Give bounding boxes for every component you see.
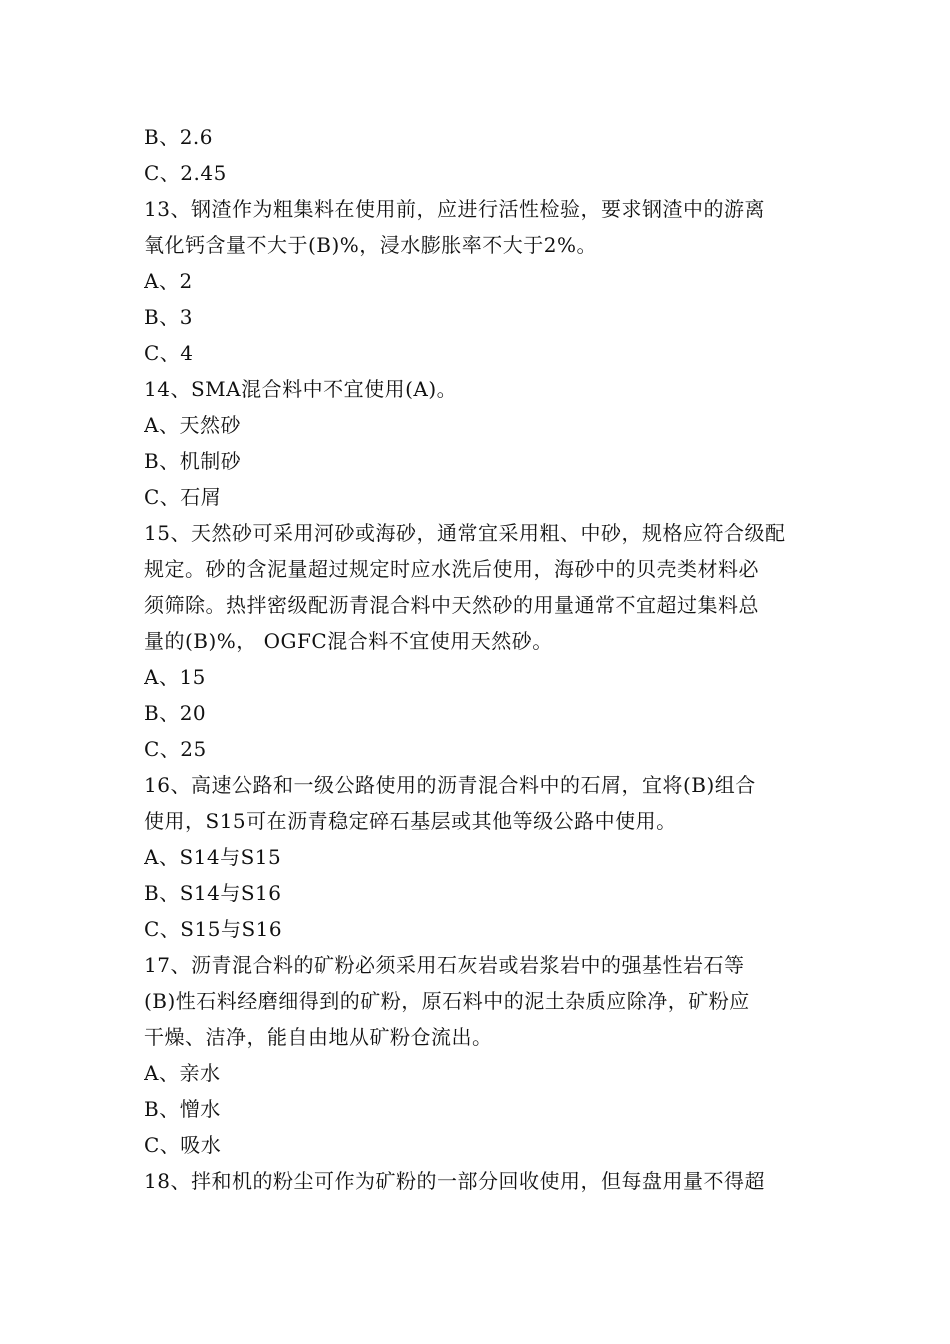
text-line: A、15 bbox=[144, 665, 206, 689]
text-line: B、憎水 bbox=[144, 1097, 221, 1121]
text-line: B、20 bbox=[144, 701, 207, 725]
text-line: B、3 bbox=[144, 305, 193, 329]
question-text-block bbox=[144, 119, 810, 1199]
text-line: 量的(B)%， OGFC混合料不宜使用天然砂。 bbox=[144, 629, 553, 653]
text-line: 须筛除。热拌密级配沥青混合料中天然砂的用量通常不宜超过集料总 bbox=[144, 593, 759, 617]
text-line: A、2 bbox=[144, 269, 193, 293]
text-line: 16、高速公路和一级公路使用的沥青混合料中的石屑，宜将(B)组合 bbox=[144, 773, 756, 797]
text-line: 干燥、洁净，能自由地从矿粉仓流出。 bbox=[144, 1025, 493, 1049]
text-line: B、机制砂 bbox=[144, 449, 242, 473]
text-line: C、4 bbox=[144, 341, 194, 365]
text-line: C、石屑 bbox=[144, 485, 222, 509]
text-line: 14、SMA混合料中不宜使用(A)。 bbox=[144, 377, 458, 401]
text-line: B、S14与S16 bbox=[144, 881, 282, 905]
text-line: C、吸水 bbox=[144, 1133, 222, 1157]
text-line: 规定。砂的含泥量超过规定时应水洗后使用，海砂中的贝壳类材料必 bbox=[144, 557, 759, 581]
text-line: A、S14与S15 bbox=[144, 845, 282, 869]
text-line: C、2.45 bbox=[144, 161, 227, 185]
text-line: A、天然砂 bbox=[144, 413, 241, 437]
text-line: 使用，S15可在沥青稳定碎石基层或其他等级公路中使用。 bbox=[144, 809, 677, 833]
text-line: (B)性石料经磨细得到的矿粉，原石料中的泥土杂质应除净，矿粉应 bbox=[144, 989, 750, 1013]
text-line: C、25 bbox=[144, 737, 207, 761]
text-line: 17、沥青混合料的矿粉必须采用石灰岩或岩浆岩中的强基性岩石等 bbox=[144, 953, 745, 977]
text-line: B、2.6 bbox=[144, 125, 214, 149]
text-line: 氧化钙含量不大于(B)%，浸水膨胀率不大于2%。 bbox=[144, 233, 598, 257]
text-line: C、S15与S16 bbox=[144, 917, 283, 941]
text-line: 15、天然砂可采用河砂或海砂，通常宜采用粗、中砂，规格应符合级配 bbox=[144, 521, 786, 545]
text-line: 18、拌和机的粉尘可作为矿粉的一部分回收使用，但每盘用量不得超 bbox=[144, 1169, 765, 1193]
text-line: 13、钢渣作为粗集料在使用前，应进行活性检验，要求钢渣中的游离 bbox=[144, 197, 765, 221]
text-line: A、亲水 bbox=[144, 1061, 221, 1085]
